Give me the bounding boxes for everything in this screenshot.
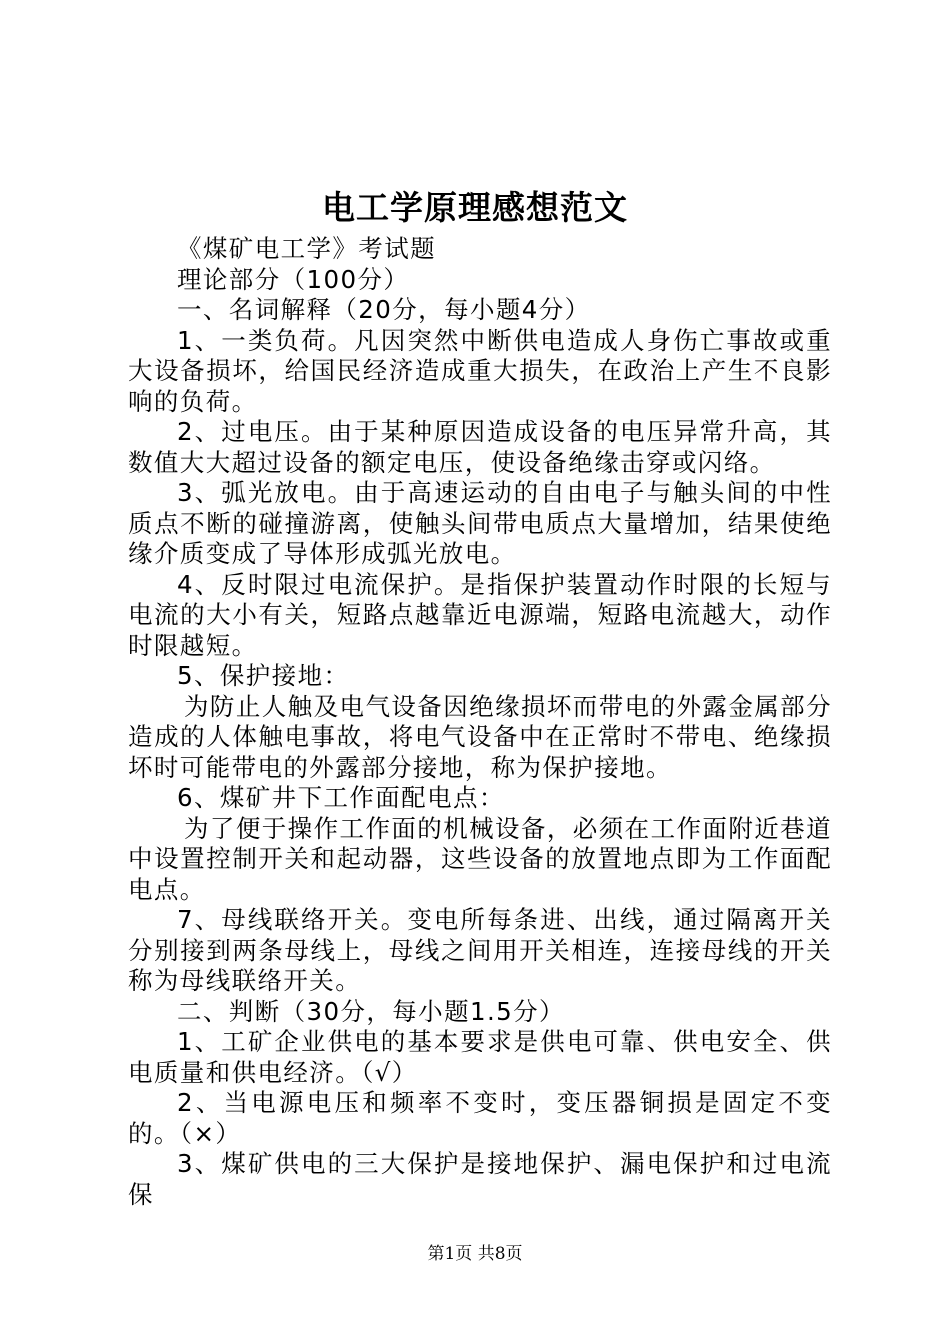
paragraph-theory-section: 理论部分（100分） xyxy=(177,264,410,294)
paragraph-term-2: 2、过电压。由于某种原因造成设备的电压异常升高，其数值大大超过设备的额定电压，使设备绝缘击穿或闪络。 xyxy=(128,417,832,477)
paragraph-term-6-body: 为了便于操作工作面的机械设备，必须在工作面附近巷道中设置控制开关和起动器，这些设备的放置地点即为工作面配电点。 xyxy=(128,813,832,904)
paragraph-term-7: 7、母线联络开关。变电所每条进、出线，通过隔离开关分别接到两条母线上，母线之间用开关相连，连接母线的开关称为母线联络开关。 xyxy=(128,905,832,995)
paragraph-judge-3: 3、煤矿供电的三大保护是接地保护、漏电保护和过电流保 xyxy=(128,1149,832,1209)
paragraph-exam-title: 《煤矿电工学》考试题 xyxy=(177,234,436,263)
paragraph-term-1: 1、一类负荷。凡因突然中断供电造成人身伤亡事故或重大设备损坏，给国民经济造成重大损失，在政治上产生不良影响的负荷。 xyxy=(128,325,832,416)
paragraph-term-5-heading: 5、保护接地： xyxy=(177,661,350,690)
paragraph-section-2-heading: 二、判断（30分，每小题1.5分） xyxy=(177,996,565,1026)
paragraph-term-4: 4、反时限过电流保护。是指保护装置动作时限的长短与电流的大小有关，短路点越靠近电源端，短路电流越大，动作时限越短。 xyxy=(128,569,832,660)
document-title: 电工学原理感想范文 xyxy=(322,188,628,227)
page-footer: 第1页 共8页 xyxy=(427,1244,523,1264)
paragraph-judge-2: 2、当电源电压和频率不变时，变压器铜损是固定不变的。（×） xyxy=(128,1088,832,1148)
document-body xyxy=(128,234,832,1210)
paragraph-judge-1: 1、工矿企业供电的基本要求是供电可靠、供电安全、供电质量和供电经济。（√） xyxy=(128,1027,832,1087)
paragraph-section-1-heading: 一、名词解释（20分，每小题4分） xyxy=(177,295,591,324)
paragraph-term-3: 3、弧光放电。由于高速运动的自由电子与触头间的中性质点不断的碰撞游离，使触头间带电质点大量增加，结果使绝缘介质变成了导体形成弧光放电。 xyxy=(128,478,832,568)
paragraph-term-6-heading: 6、煤矿井下工作面配电点： xyxy=(177,783,505,812)
paragraph-term-5-body: 为防止人触及电气设备因绝缘损坏而带电的外露金属部分造成的人体触电事故，将电气设备中在正常时不带电、绝缘损坏时可能带电的外露部分接地，称为保护接地。 xyxy=(128,691,832,782)
